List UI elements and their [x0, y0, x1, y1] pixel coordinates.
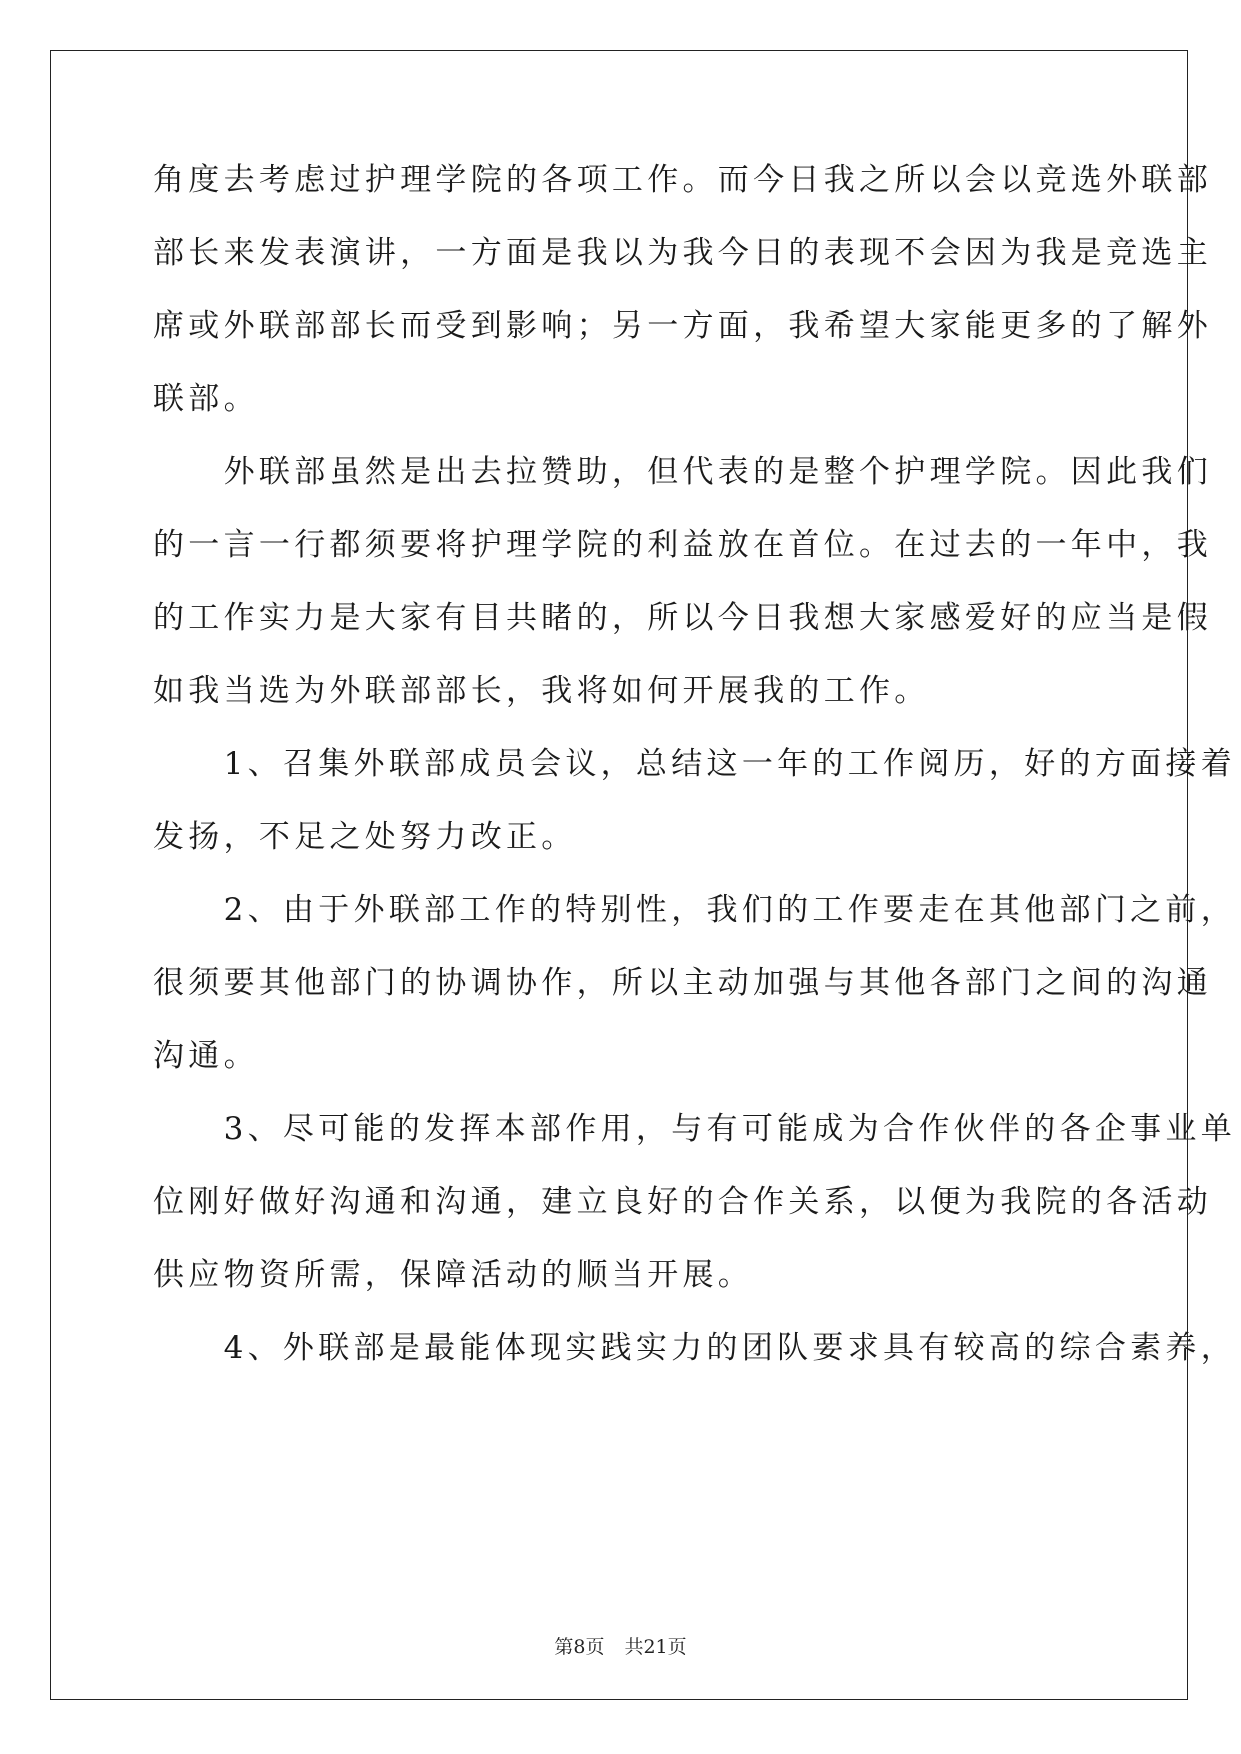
text-line: 的一言一行都须要将护理学院的利益放在首位。在过去的一年中，我	[153, 527, 1212, 563]
text-line: 供应物资所需，保障活动的顺当开展。	[153, 1257, 754, 1293]
text-line: 3、尽可能的发挥本部作用，与有可能成为合作伙伴的各企事业单	[153, 1111, 1237, 1147]
text-line: 4、外联部是最能体现实践实力的团队要求具有较高的综合素养，	[153, 1330, 1237, 1366]
text-line: 如我当选为外联部部长，我将如何开展我的工作。	[153, 673, 930, 709]
page-number-current: 第8页	[554, 1636, 605, 1658]
text-line: 外联部虽然是出去拉赞助，但代表的是整个护理学院。因此我们	[153, 454, 1212, 490]
text-line: 很须要其他部门的协调协作，所以主动加强与其他各部门之间的沟通	[153, 965, 1212, 1001]
page-number-total: 共21页	[624, 1636, 687, 1658]
text-line: 联部。	[153, 381, 259, 417]
text-line: 位刚好做好沟通和沟通，建立良好的合作关系，以便为我院的各活动	[153, 1184, 1212, 1220]
text-line: 部长来发表演讲，一方面是我以为我今日的表现不会因为我是竞选主	[153, 235, 1212, 271]
text-line: 1、召集外联部成员会议，总结这一年的工作阅历，好的方面接着	[153, 746, 1237, 782]
text-line: 发扬，不足之处努力改正。	[153, 819, 577, 855]
text-line: 沟通。	[153, 1038, 259, 1074]
text-line: 2、由于外联部工作的特别性，我们的工作要走在其他部门之前，	[153, 892, 1237, 928]
page-footer	[0, 1632, 1241, 1659]
text-line: 角度去考虑过护理学院的各项工作。而今日我之所以会以竞选外联部	[153, 162, 1212, 198]
text-line: 的工作实力是大家有目共睹的，所以今日我想大家感爱好的应当是假	[153, 600, 1212, 636]
page-border	[50, 50, 1237, 1700]
text-line: 席或外联部部长而受到影响；另一方面，我希望大家能更多的了解外	[153, 308, 1212, 344]
